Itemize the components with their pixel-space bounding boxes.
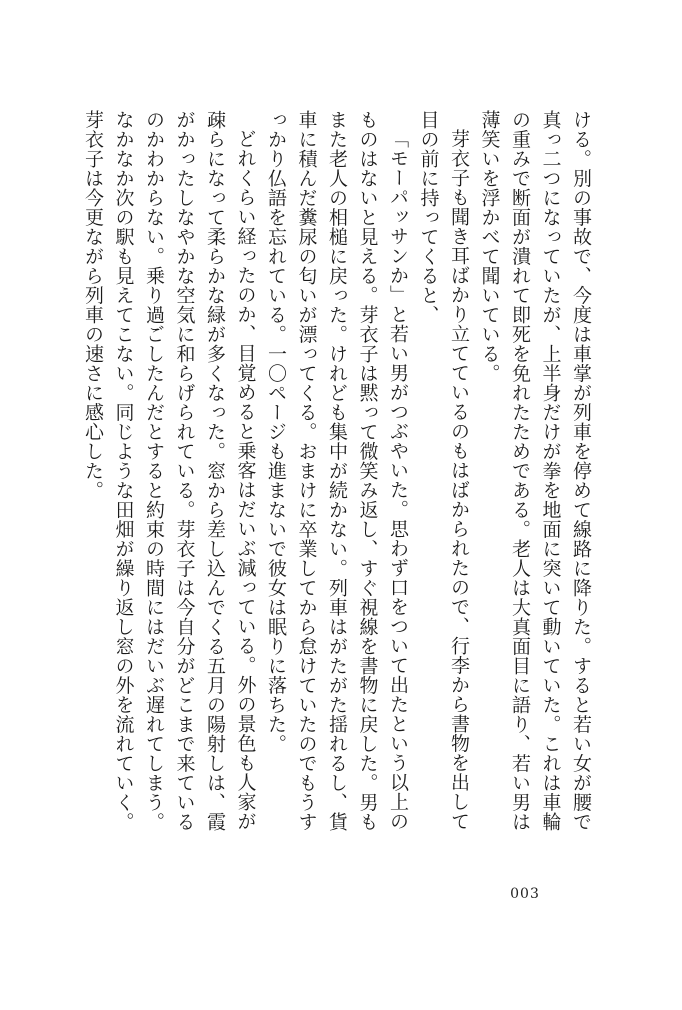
- paragraph-1: ける。別の事故で、今度は車掌が列車を停めて線路に降りた。すると若い女が腰で真っ二つになっていたが、上半身だけが拳を地面に突いて動いていた。これは車輪の重みで断面が潰れて即死を免れたためである。老人は大真面目に語り、若い男は薄笑いを浮かべて聞いている。: [478, 110, 592, 832]
- paragraph-2: 芽衣子も聞き耳ばかり立てているのもはばかられたので、行李から書物を出して目の前に持ってくると、: [417, 110, 470, 831]
- paragraph-3: 「モーパッサンか」と若い男がつぶやいた。思わず口をついて出たという以上のものはないと見える。芽衣子は黙って微笑み返し、すぐ視線を書物に戻した。男もまた老人の相槌に戻った。けれども集中が続かない。列車はがたがた揺れるし、貨車に積んだ糞尿の匂いが漂ってくる。おまけに卒業してから怠けていたのでもうすっかり仏語を忘れている。一〇ページも進まないで彼女は眠りに落ちた。: [265, 110, 409, 832]
- page-number: 003: [510, 886, 540, 902]
- vertical-text-body: [82, 110, 596, 840]
- paragraph-4: どれくらい経ったのか、目覚めると乗客はだいぶ減っている。外の景色も人家が疎らになって柔らかな緑が多くなった。窓から差し込んでくる五月の陽射しは、霞がかったしなやかな空気に和らげられている。芽衣子は今自分がどこまで来ているのかわからない。乗り過ごしたんだとすると約束の時間にはだいぶ遅れてしまう。なかなか次の駅も見えてこない。同じような田畑が繰り返し窓の外を流れていく。芽衣子は今更ながら列車の速さに感心した。: [82, 110, 257, 832]
